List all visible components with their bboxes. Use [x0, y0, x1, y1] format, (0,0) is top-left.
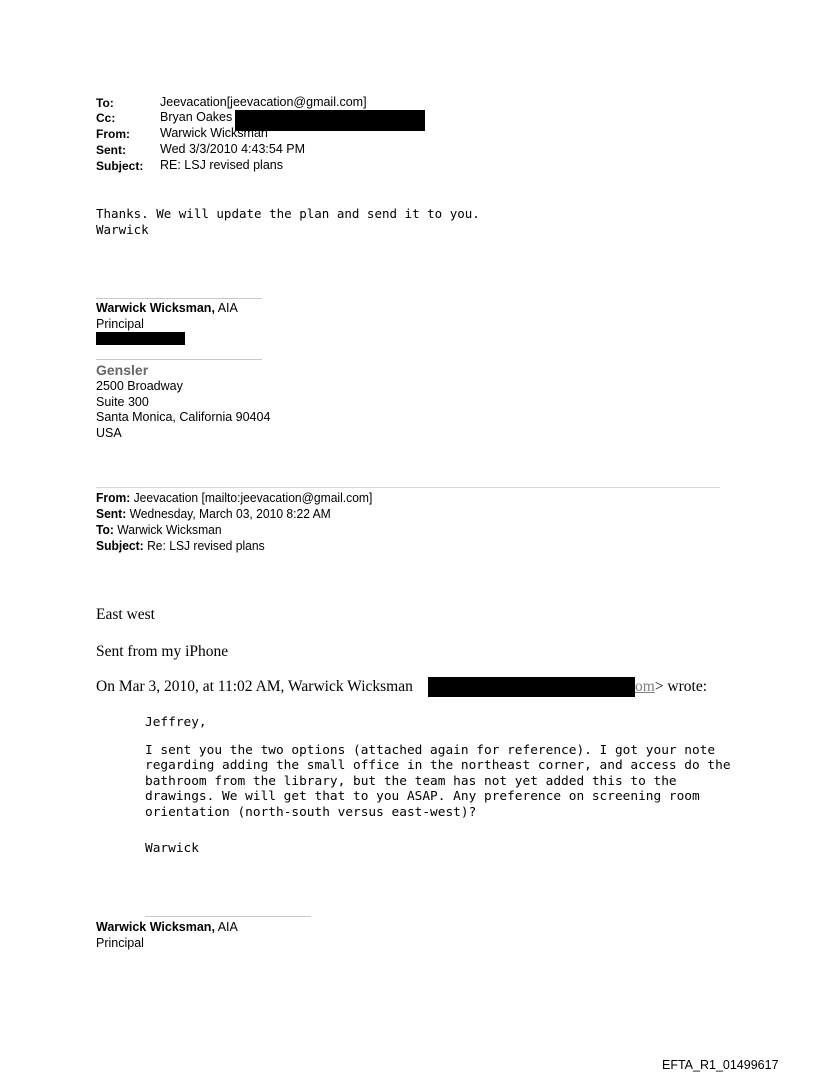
- signature-rule: [96, 298, 262, 299]
- sent-value: Wed 3/3/2010 4:43:54 PM: [160, 142, 306, 156]
- quoted-para-line-2: regarding adding the small office in the northeast corner, and access do the: [145, 758, 731, 773]
- signature-title: Principal: [96, 317, 144, 331]
- address-line-4: USA: [96, 426, 122, 440]
- reply-line-2: Warwick: [96, 222, 149, 237]
- quoted-para-line-3: bathroom from the library, but the team has not yet added this to the: [145, 774, 677, 789]
- reply-line-1: Thanks. We will update the plan and send it to you.: [96, 206, 480, 221]
- quoted-signature-title: Principal: [96, 936, 144, 950]
- cc-label: Cc:: [96, 111, 116, 125]
- document-id: EFTA_R1_01499617: [662, 1058, 779, 1072]
- fwd-to-line: [96, 522, 222, 537]
- quoted-signature-credential: AIA: [214, 920, 238, 934]
- fwd-from-value: Jeevacation [mailto:jeevacation@gmail.com]: [130, 490, 373, 505]
- subject-label: Subject:: [96, 159, 144, 173]
- address-line-3: Santa Monica, California 90404: [96, 410, 271, 424]
- fwd-to-label: To:: [96, 522, 114, 537]
- quoted-para-line-1: I sent you the two options (attached again for reference). I got your note: [145, 743, 716, 758]
- from-label: From:: [96, 127, 130, 141]
- company-name: Gensler: [96, 362, 149, 378]
- message-separator: [96, 487, 720, 488]
- quote-intro-pre: On Mar 3, 2010, at 11:02 AM, Warwick Wicksman: [96, 678, 413, 695]
- fwd-subject-value: Re: LSJ revised plans: [143, 538, 265, 553]
- to-value: Jeevacation[jeevacation@gmail.com]: [160, 95, 367, 109]
- fwd-sent-line: [96, 506, 331, 521]
- signature-rule: [145, 916, 311, 917]
- message-signature: Sent from my iPhone: [96, 643, 229, 660]
- redaction-box: [428, 677, 635, 697]
- quote-intro-post: > wrote:: [654, 678, 708, 695]
- signature-credential: AIA: [214, 301, 238, 315]
- sent-label: Sent:: [96, 143, 126, 157]
- quoted-greeting: Jeffrey,: [145, 715, 207, 730]
- message-text: East west: [96, 606, 155, 623]
- signature-name: Warwick Wicksman,: [96, 301, 215, 315]
- quoted-para-line-4: drawings. We will get that to you ASAP. Any preference on screening room: [145, 789, 700, 804]
- fwd-to-value: Warwick Wicksman: [113, 522, 222, 537]
- quoted-para-line-5: orientation (north-south versus east-west)?: [145, 805, 477, 820]
- quoted-signature-name-line: [96, 920, 238, 934]
- address-line-2: Suite 300: [96, 395, 149, 409]
- redaction-box: [96, 332, 185, 345]
- quoted-signature-name: Warwick Wicksman,: [96, 920, 215, 934]
- cc-value: Bryan Oakes: [160, 110, 233, 124]
- fwd-subject-line: [96, 538, 265, 553]
- from-value: Warwick Wicksman: [160, 126, 268, 140]
- fwd-sent-value: Wednesday, March 03, 2010 8:22 AM: [126, 506, 331, 521]
- address-line-1: 2500 Broadway: [96, 379, 183, 393]
- fwd-sent-label: Sent:: [96, 506, 127, 521]
- fwd-subject-label: Subject:: [96, 538, 144, 553]
- fwd-from-label: From:: [96, 490, 131, 505]
- email-link-fragment[interactable]: om: [635, 678, 655, 695]
- subject-value: RE: LSJ revised plans: [160, 158, 283, 172]
- signature-rule: [96, 359, 262, 360]
- signature-name-line: [96, 301, 238, 315]
- quote-intro-post-line: [635, 678, 707, 696]
- to-label: To:: [96, 96, 114, 110]
- fwd-from-line: [96, 490, 372, 505]
- quoted-signoff: Warwick: [145, 841, 199, 856]
